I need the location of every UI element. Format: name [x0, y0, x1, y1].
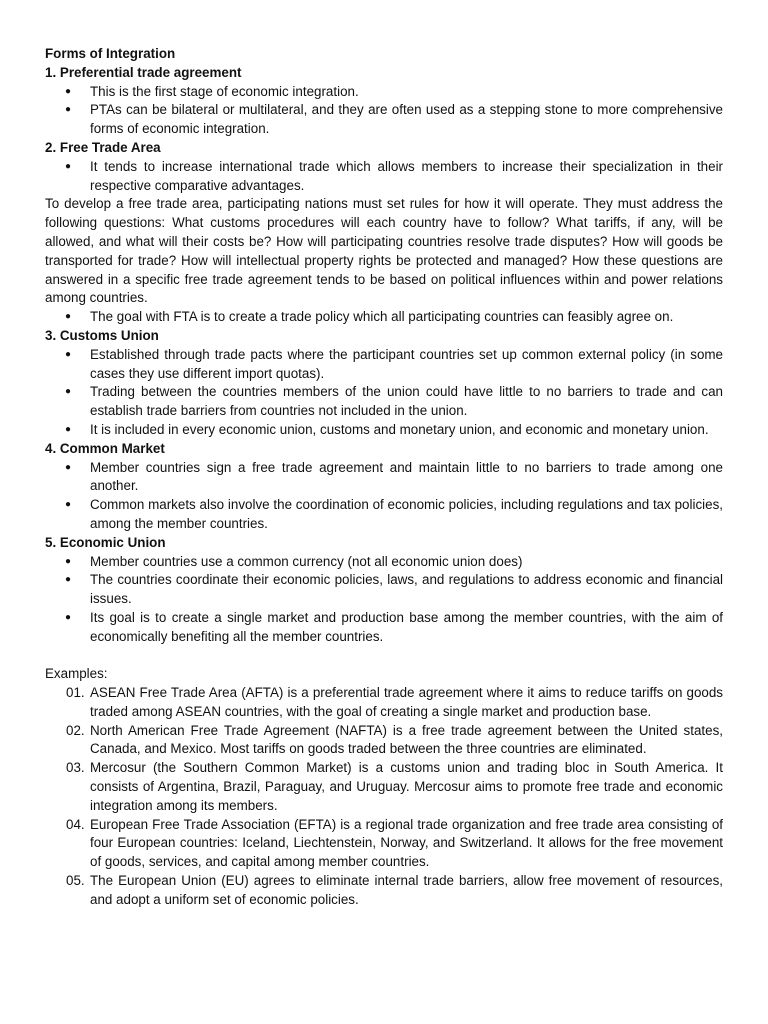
bullet-item: ● It tends to increase international trade which allows members to increase their specialization in their respective comparative advantages.	[45, 158, 723, 196]
bullet-item: ● Member countries use a common currency (not all economic union does)	[45, 553, 723, 572]
bullet-item: ● The countries coordinate their economic policies, laws, and regulations to address economic and financial issues.	[45, 571, 723, 609]
example-number: 01.	[66, 685, 85, 701]
bullet-item: ● Established through trade pacts where the participant countries set up common external policy (in some cases they use different import quotas).	[45, 346, 723, 384]
bullet-item: ● Trading between the countries members of the union could have little to no barriers to trade and can establish trade barriers from countries not included in the union.	[45, 383, 723, 421]
bullet-item: ● It is included in every economic union, customs and monetary union, and economic and monetary union.	[45, 421, 723, 440]
bullet-list	[45, 83, 723, 139]
example-item	[45, 816, 723, 872]
examples-list	[45, 684, 723, 910]
bullet-list	[45, 308, 723, 327]
example-item	[45, 759, 723, 815]
section-heading: 2. Free Trade Area	[45, 139, 161, 155]
example-text: ASEAN Free Trade Area (AFTA) is a preferential trade agreement where it aims to reduce tariffs on goods traded among ASEAN countries, with the goal of creating a single market and production base.	[90, 685, 723, 719]
example-text: European Free Trade Association (EFTA) is a regional trade organization and free trade area consisting of four European countries: Iceland, Liechtenstein, Norway, and Switzerland. It allows for the free movement of goods, services, and capital among member countries.	[90, 816, 723, 870]
bullet-item: ● The goal with FTA is to create a trade policy which all participating countries can feasibly agree on.	[45, 308, 723, 327]
examples-label: Examples:	[45, 666, 108, 682]
section-heading: 1. Preferential trade agreement	[45, 64, 242, 80]
example-number: 02.	[66, 722, 85, 738]
section-heading: 5. Economic Union	[45, 534, 166, 550]
example-number: 03.	[66, 760, 85, 776]
example-number: 05.	[66, 873, 85, 889]
bullet-item: ● Its goal is to create a single market and production base among the member countries, with the aim of economically benefiting all the member countries.	[45, 609, 723, 647]
example-text: Mercosur (the Southern Common Market) is a customs union and trading bloc in South America. It consists of Argentina, Brazil, Paraguay, and Uruguay. Mercosur aims to promote free trade and economic integration among its members.	[90, 760, 723, 813]
example-number: 04.	[66, 816, 85, 832]
example-item	[45, 684, 723, 722]
example-item	[45, 722, 723, 760]
spacer	[45, 647, 723, 666]
example-text: North American Free Trade Agreement (NAFTA) is a free trade agreement between the United states, Canada, and Mexico. Most tariffs on goods traded between the three countries are eliminated.	[90, 722, 723, 757]
bullet-list	[45, 158, 723, 196]
document-title: Forms of Integration	[45, 46, 176, 61]
document-body	[45, 45, 723, 910]
bullet-item: ● PTAs can be bilateral or multilateral, and they are often used as a stepping stone to more comprehensive forms of economic integration.	[45, 101, 723, 139]
bullet-list	[45, 459, 723, 534]
paragraph: To develop a free trade area, participating nations must set rules for how it will operate. They must address the following questions: What customs procedures will each country have to follow? What tariffs, if any, will be allowed, and what will their costs be? How will participating countries resolve trade disputes? How will goods be transported for trade? How will intellectual property rights be protected and managed? How these questions are answered in a specific free trade agreement tends to be based on political influences within and power relations among countries.	[45, 196, 723, 306]
bullet-item: ● Member countries sign a free trade agreement and maintain little to no barriers to trade among one another.	[45, 459, 723, 497]
section-heading: 3. Customs Union	[45, 327, 159, 343]
example-text: The European Union (EU) agrees to eliminate internal trade barriers, allow free movement of resources, and adopt a uniform set of economic policies.	[90, 873, 723, 907]
bullet-list	[45, 346, 723, 440]
section-heading: 4. Common Market	[45, 440, 165, 456]
bullet-list	[45, 553, 723, 647]
bullet-item: ● This is the first stage of economic integration.	[45, 83, 723, 102]
example-item	[45, 872, 723, 910]
bullet-item: ● Common markets also involve the coordination of economic policies, including regulations and tax policies, among the member countries.	[45, 496, 723, 534]
